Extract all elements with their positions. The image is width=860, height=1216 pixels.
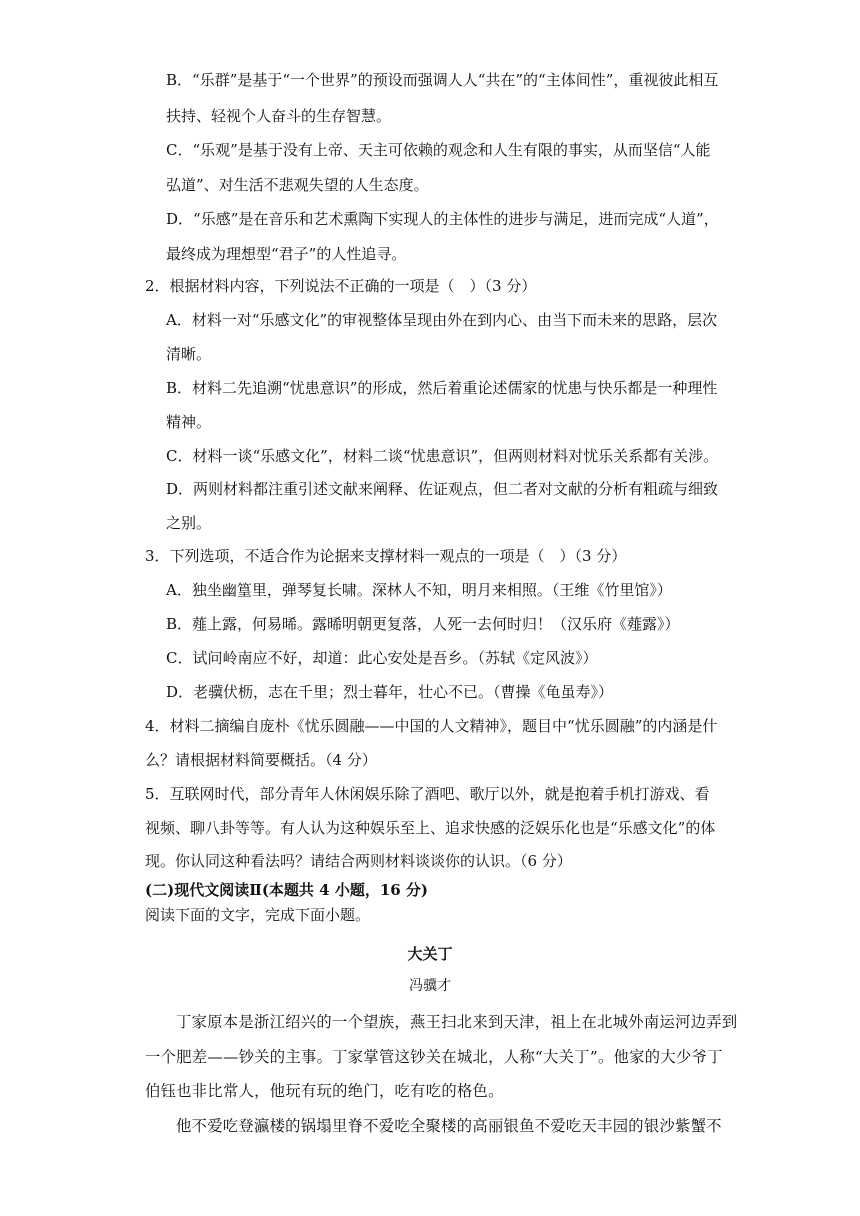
q1-option-c-line1: C．“乐观”是基于没有上帝、天主可依赖的观念和人生有限的事实，从而坚信“人能 — [166, 141, 711, 159]
story-title: 大关丁 — [407, 945, 453, 963]
q3-stem: 3．下列选项，不适合作为论据来支撑材料一观点的一项是（ ）（3 分） — [145, 547, 627, 565]
story-paragraph1-line3: 伯钰也非比常人，他玩有玩的绝门，吃有吃的格色。 — [145, 1082, 504, 1100]
q1-option-b-line1: B．“乐群”是基于“一个世界”的预设而强调人人“共在”的“主体间性”，重视彼此相互 — [166, 71, 719, 89]
q3-option-c: C．试问岭南应不好，却道：此心安处是吾乡。（苏轼《定风波》） — [166, 649, 598, 667]
q4-line2: 么？请根据材料简要概括。（4 分） — [145, 751, 377, 769]
section2-title: (二)现代文阅读Ⅱ(本题共 4 小题，16 分) — [145, 881, 429, 899]
q1-option-c-line2: 弘道”、对生活不悲观失望的人生态度。 — [166, 176, 429, 194]
q5-line3: 现。你认同这种看法吗？请结合两则材料谈谈你的认识。（6 分） — [145, 852, 572, 870]
q2-option-a-line2: 清晰。 — [166, 345, 212, 363]
q1-option-b-line2: 扶持、轻视个人奋斗的生存智慧。 — [166, 107, 392, 125]
q2-option-d-line1: D．两则材料都注重引述文献来阐释、佐证观点，但二者对文献的分析有粗疏与细致 — [166, 480, 719, 498]
q2-option-a-line1: A．材料一对“乐感文化”的审视整体呈现由外在到内心、由当下而未来的思路，层次 — [166, 311, 718, 329]
q2-option-d-line2: 之别。 — [166, 514, 212, 532]
section2-instruction: 阅读下面的文字，完成下面小题。 — [145, 906, 371, 924]
q2-option-b-line1: B．材料二先追溯“忧患意识”的形成，然后着重论述儒家的忧患与快乐都是一种理性 — [166, 379, 718, 397]
q2-option-c: C．材料一谈“乐感文化”，材料二谈“忧患意识”，但两则材料对忧乐关系都有关涉。 — [166, 447, 719, 465]
q1-option-d-line1: D．“乐感”是在音乐和艺术熏陶下实现人的主体性的进步与满足，进而完成“人道”， — [166, 210, 719, 228]
q5-line1: 5．互联网时代，部分青年人休闲娱乐除了酒吧、歌厅以外，就是抱着手机打游戏、看 — [145, 785, 710, 803]
q5-line2: 视频、聊八卦等等。有人认为这种娱乐至上、追求快感的泛娱乐化也是“乐感文化”的体 — [145, 819, 716, 837]
story-paragraph1-line1: 丁家原本是浙江绍兴的一个望族，燕王扫北来到天津，祖上在北城外南运河边弄到 — [176, 1013, 738, 1031]
q3-option-d: D．老骥伏枥，志在千里；烈士暮年，壮心不已。（曹操《龟虽寿》） — [166, 683, 614, 701]
story-paragraph1-line2: 一个肥差——钞关的主事。丁家掌管这钞关在城北，人称“大关丁”。他家的大少爷丁 — [145, 1048, 723, 1066]
q2-option-b-line2: 精神。 — [166, 413, 212, 431]
q3-option-b: B．薤上露，何易晞。露晞明朝更复落，人死一去何时归！（汉乐府《薤露》） — [166, 615, 680, 633]
story-paragraph2-line1: 他不爱吃登瀛楼的锅塌里脊不爱吃全聚楼的高丽银鱼不爱吃天丰园的银沙紫蟹不 — [176, 1117, 722, 1135]
q2-stem: 2．根据材料内容，下列说法不正确的一项是（ ）（3 分） — [145, 277, 537, 295]
story-author: 冯骥才 — [409, 978, 451, 994]
q1-option-d-line2: 最终成为理想型“君子”的人性追寻。 — [166, 245, 407, 263]
q3-option-a: A．独坐幽篁里，弹琴复长啸。深林人不知，明月来相照。（王维《竹里馆》） — [166, 581, 672, 599]
q4-line1: 4．材料二摘编自庞朴《忧乐圆融——中国的人文精神》，题目中“忧乐圆融”的内涵是什 — [145, 717, 718, 735]
